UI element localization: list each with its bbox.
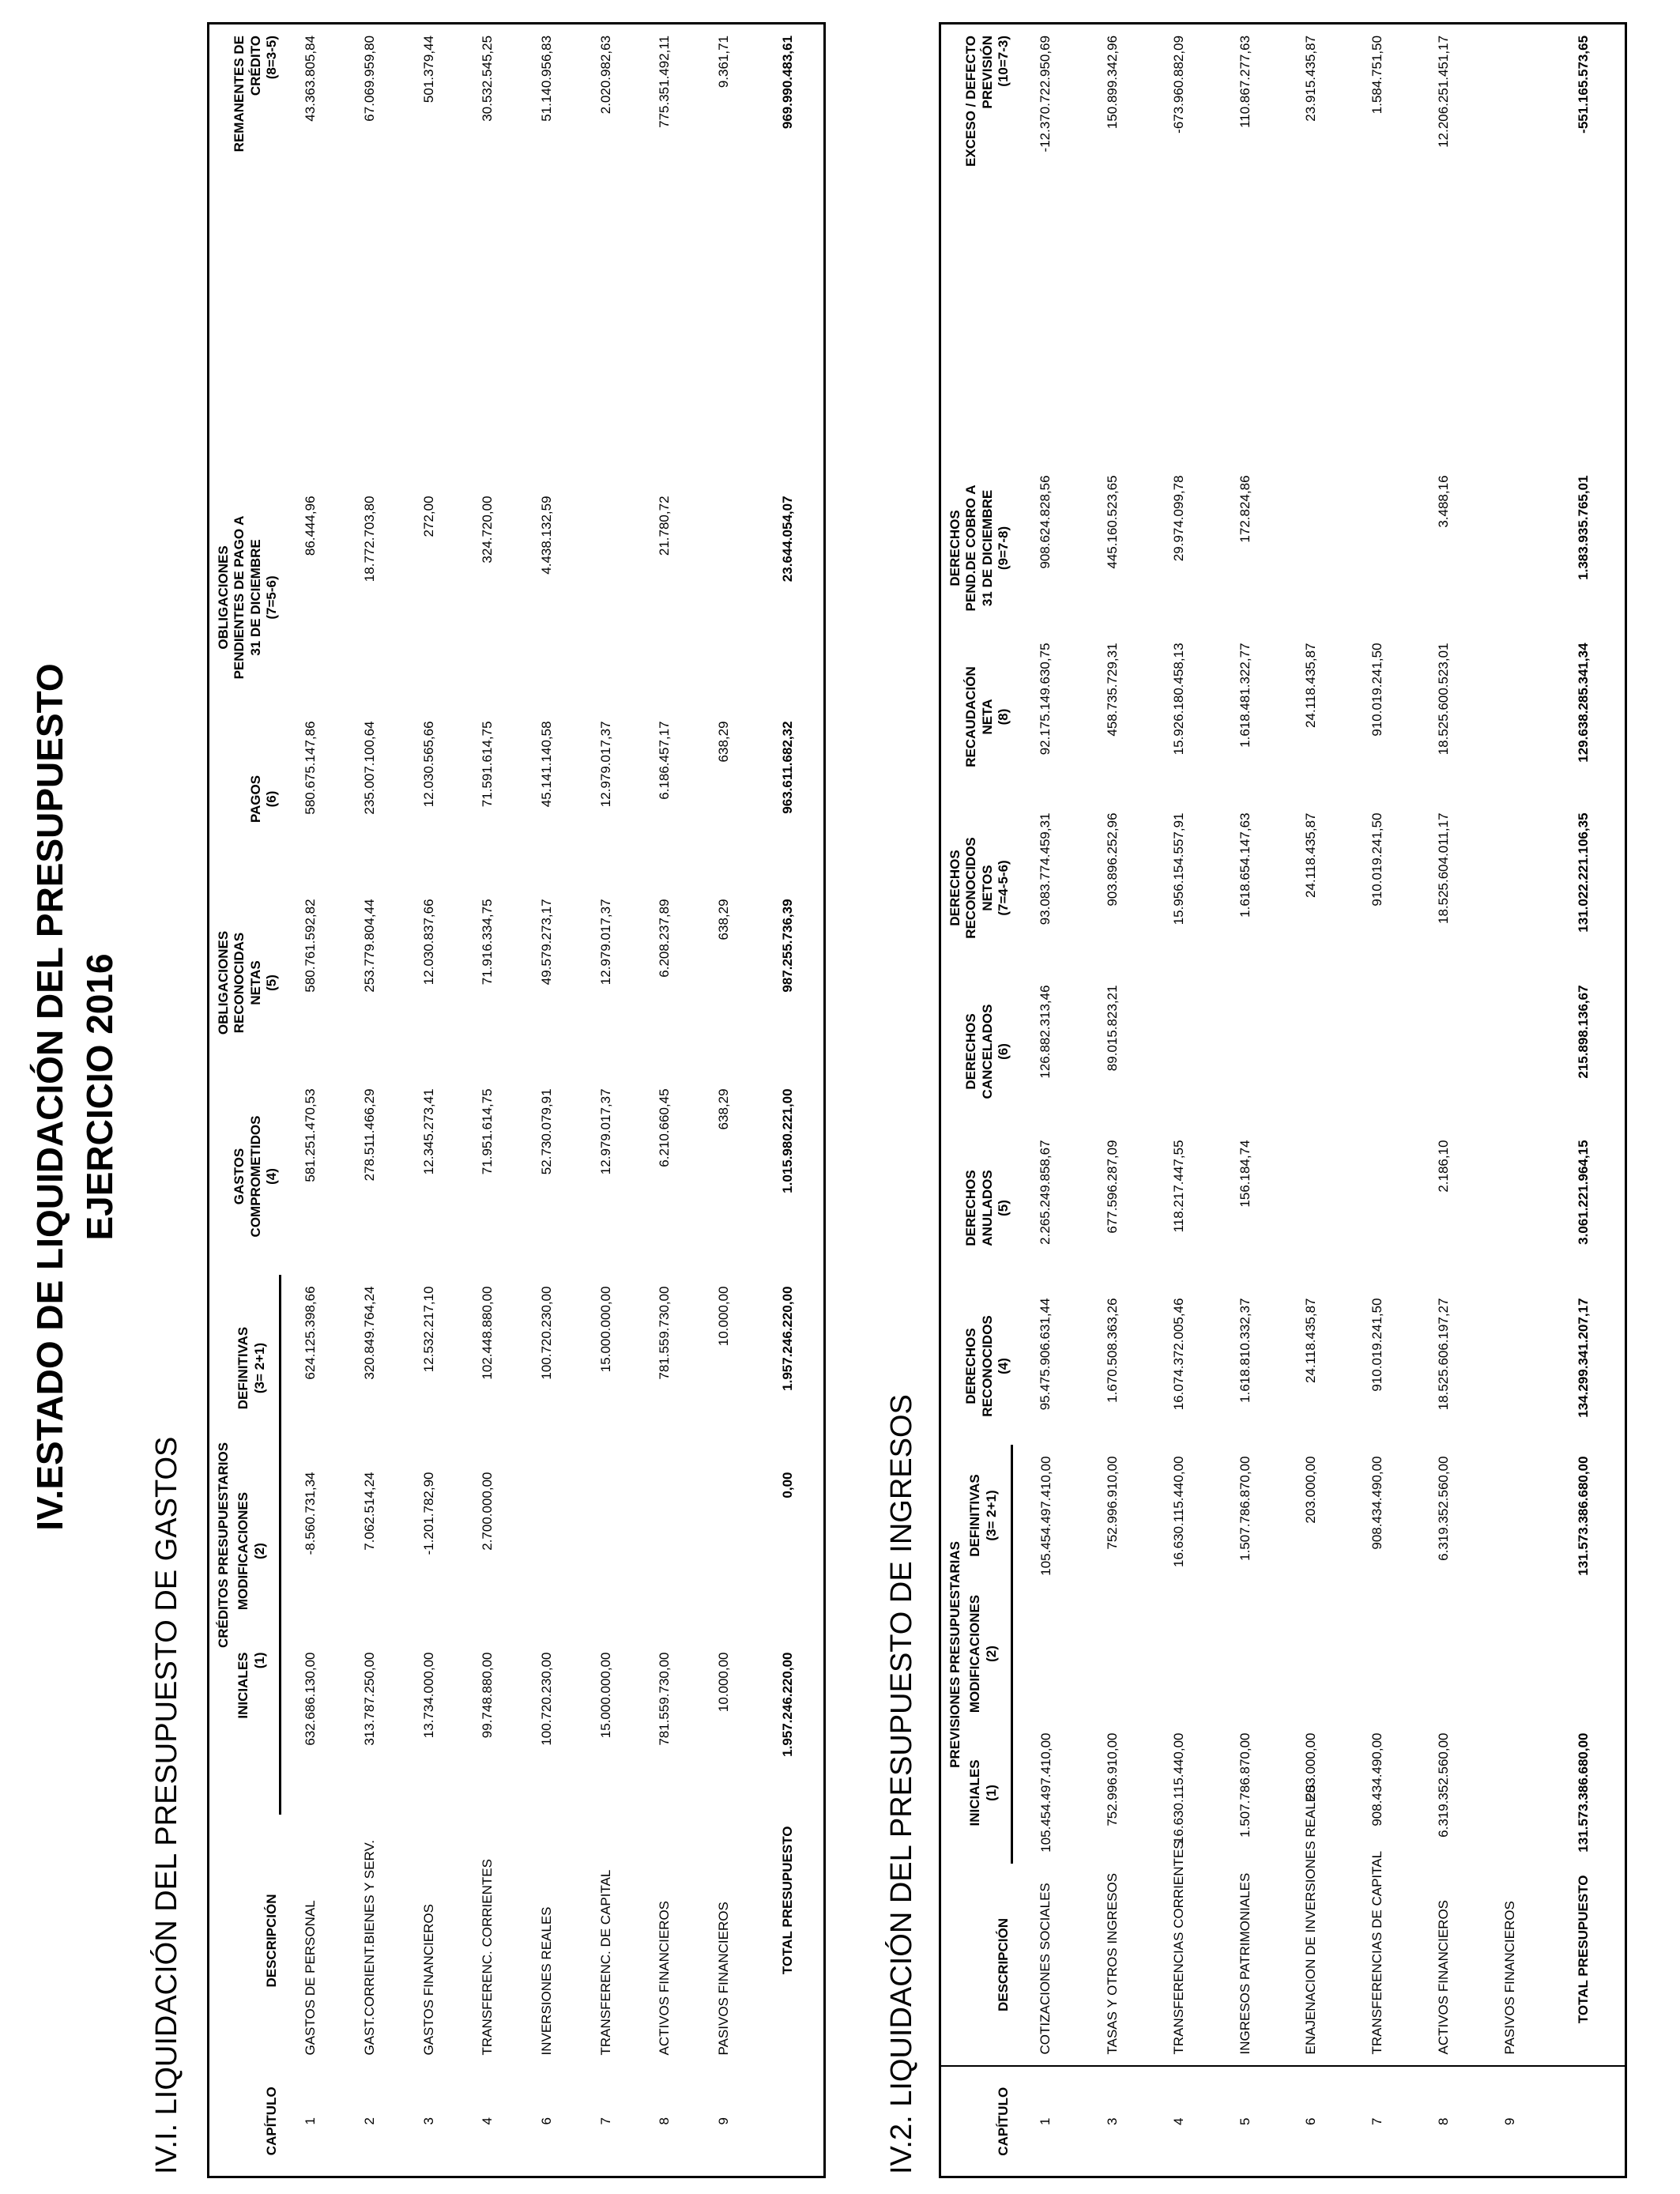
value-cell-mod [1477,1586,1543,1722]
capitulo-cell: 8 [1411,2067,1477,2177]
descripcion-cell: COTIZACIONES SOCIALES [1038,1883,1053,2055]
value-cell-obl: 12.030.837,66 [420,899,436,986]
value-cell-obl: 253.779.804,44 [362,899,378,993]
value-cell-obl: 12.979.017,37 [597,899,613,986]
header-cancelados: DERECHOS CANCELADOS (6) [963,1004,1011,1099]
total-cell-ini: 131.573.386.680,00 [1576,1732,1591,1853]
header-iniciales: INICIALES (1) [232,1642,281,1815]
value-cell-obl: 580.761.592,82 [302,899,318,993]
table-row [1212,23,1279,2177]
value-cell-ini: 16.630.115.440,00 [1170,1732,1186,1845]
value-cell-def: 12.532.217,10 [420,1286,436,1373]
value-cell-comp: 12.345.273,41 [420,1088,436,1175]
descripcion-cell: ENAJENACION DE INVERSIONES REALES [1303,1784,1319,2055]
header-anulados: DERECHOS ANULADOS (5) [963,1170,1011,1246]
descripcion-cell: ACTIVOS FINANCIEROS [1435,1899,1451,2055]
value-cell-can [1278,974,1344,1129]
value-cell-comp: 71.951.614,75 [480,1088,495,1175]
value-cell-anu: 2.186,10 [1435,1140,1451,1193]
value-cell-rcd: 1.618.481.322,77 [1237,643,1252,748]
total-cell-pend: 1.383.935.765,01 [1576,475,1591,580]
value-cell-net: 910.019.241,50 [1369,812,1385,907]
value-cell-mod [1344,1586,1411,1722]
value-cell-net: 24.118.435,87 [1303,812,1319,898]
capitulo-cell: 2 [362,2117,378,2125]
table-row [1146,23,1212,2177]
value-cell-pend [1344,464,1411,631]
value-cell-mod [635,1461,695,1642]
value-cell-pend [576,484,635,710]
total-cell-can: 215.898.136,67 [1576,985,1591,1079]
value-cell-ini: 781.559.730,00 [657,1652,672,1746]
value-cell-rec [1477,1287,1543,1445]
value-cell-ini: 105.454.497.410,00 [1038,1732,1054,1853]
value-cell-rcd: 18.525.600.523,01 [1435,643,1451,756]
table-row [1477,23,1543,2177]
value-cell-ini [1477,1722,1543,1864]
value-cell-rec: 1.670.508.363,26 [1105,1298,1121,1403]
table-row [458,23,518,2177]
header-previsiones-group: PREVISIONES PRESUPUESTARIAS [947,1541,963,1768]
descripcion-cell: TRANSFERENCIAS CORRIENTES [1170,1840,1186,2055]
value-cell-def: 105.454.497.410,00 [1038,1456,1054,1576]
value-cell-rcd: 24.118.435,87 [1303,643,1319,728]
descripcion-cell: PASIVOS FINANCIEROS [715,1902,731,2056]
value-cell-exc: 150.899.342,96 [1105,35,1121,130]
header-netos: DERECHOS RECONOCIDOS NETOS (7=4-5-6) [947,837,1011,939]
capitulo-cell: 5 [1212,2067,1279,2177]
value-cell-obl: 49.579.273,17 [538,899,554,986]
value-cell-mod [694,1461,753,1642]
value-cell-mod: -1.201.782,90 [420,1472,436,1555]
header-comprometidos: GASTOS COMPROMETIDOS (4) [232,1115,280,1238]
value-cell-rec: 18.525.606.197,27 [1435,1298,1451,1411]
value-cell-pag: 235.007.100,64 [362,721,378,815]
page-subtitle: EJERCICIO 2016 [79,953,120,1241]
value-cell-pend: 3.488,16 [1435,475,1451,528]
value-cell-anu [1344,1129,1411,1287]
header-definitivas: DEFINITIVAS (3= 2+1) [232,1275,281,1461]
descripcion-cell: TRANSFERENCIAS DE CAPITAL [1369,1850,1385,2055]
value-cell-ini: 1.507.786.870,00 [1237,1732,1252,1838]
header-pendientes: OBLIGACIONES PENDIENTES DE PAGO A 31 DE DICIEMBRE (7=5-6) [216,515,280,680]
total-cell-pend: 23.644.054,07 [780,496,796,582]
value-cell-can [1477,974,1543,1129]
value-cell-net: 15.956.154.557,91 [1170,812,1186,925]
value-cell-rem: 67.069.959,80 [362,35,378,122]
value-cell-comp: 12.979.017,37 [597,1088,613,1175]
value-cell-def: 6.319.352.560,00 [1435,1456,1451,1561]
total-cell-comp: 1.015.980.221,00 [780,1088,796,1193]
capitulo-cell: 9 [715,2117,731,2125]
total-cell-anu: 3.061.221.964,15 [1576,1140,1591,1245]
total-capitulo-blank [1543,2067,1626,2177]
value-cell-exc [1477,23,1543,464]
value-cell-anu: 156.184,74 [1237,1140,1252,1208]
value-cell-def: 102.448.880,00 [480,1286,495,1380]
value-cell-mod [1146,1586,1212,1722]
value-cell-def: 1.507.786.870,00 [1237,1456,1252,1561]
value-cell-ini: 15.000.000,00 [597,1652,613,1739]
value-cell-rem: 51.140.956,83 [538,35,554,122]
value-cell-comp: 638,29 [715,1088,731,1130]
value-cell-obl: 71.916.334,75 [480,899,495,986]
total-cell-net: 131.022.221.106,35 [1576,812,1591,933]
total-row [1543,23,1626,2177]
value-cell-net: 18.525.604.011,17 [1435,812,1451,925]
value-cell-ini: 99.748.880,00 [480,1652,495,1739]
descripcion-cell: GASTOS DE PERSONAL [302,1900,318,2056]
value-cell-rcd: 458.735.729,31 [1105,643,1121,737]
value-cell-pag: 12.030.565,66 [420,721,436,808]
descripcion-cell: TRANSFERENC. CORRIENTES [480,1859,495,2056]
value-cell-mod [1012,1586,1080,1722]
table-row [341,23,400,2177]
value-cell-ini: 203.000,00 [1303,1732,1319,1800]
capitulo-cell: 1 [302,2117,318,2125]
value-cell-def: 908.434.490,00 [1369,1456,1385,1550]
header-capitulo: CAPÍTULO [264,2087,280,2156]
descripcion-cell: INVERSIONES REALES [538,1906,554,2056]
value-cell-net [1477,801,1543,974]
value-cell-def: 15.000.000,00 [597,1286,613,1373]
ingresos-body [1012,23,1626,2177]
total-cell-rem: 969.990.483,61 [780,35,796,130]
value-cell-rec: 24.118.435,87 [1303,1298,1319,1383]
value-cell-rec: 1.618.810.332,37 [1237,1298,1252,1403]
value-cell-ini: 6.319.352.560,00 [1435,1732,1451,1838]
table-row [281,23,341,2177]
header-pagos: PAGOS (6) [247,775,280,824]
table-row [635,23,695,2177]
value-cell-def: 203.000,00 [1303,1456,1319,1524]
value-cell-rec: 95.475.906.631,44 [1038,1298,1053,1411]
value-cell-ini: 752.996.910,00 [1105,1732,1121,1826]
descripcion-cell: ACTIVOS FINANCIEROS [657,1900,672,2056]
value-cell-def: 10.000,00 [715,1286,731,1347]
value-cell-comp: 52.730.079,91 [538,1088,554,1175]
value-cell-can: 126.882.313,46 [1038,985,1053,1079]
header-recaudacion: RECAUDACIÓN NETA (8) [963,666,1011,767]
header-iniciales-ing: INICIALES (1) [964,1722,1012,1864]
value-cell-rem: 43.363.805,84 [302,35,318,122]
header-reconocidos: DERECHOS RECONOCIDOS (4) [963,1315,1011,1417]
header-exceso: EXCESO / DEFECTO PREVISIÓN (10=7-3) [963,35,1011,167]
value-cell-comp: 581.251.470,53 [302,1088,318,1182]
descripcion-cell: GAST.CORRIENT.BIENES Y SERV. [362,1840,378,2056]
value-cell-comp: 278.511.466,29 [362,1088,378,1182]
ingresos-table [939,22,1627,2178]
value-cell-rem: 30.532.545,25 [480,35,495,122]
header-remanentes: REMANENTES DE CRÉDITO (8=3-5) [232,35,280,153]
header-modificaciones: MODIFICACIONES (2) [232,1461,281,1642]
header-creditos-group: CRÉDITOS PRESUPUESTARIOS [216,1442,232,1649]
value-cell-pend: 4.438.132,59 [538,496,554,575]
value-cell-exc: 110.867.277,63 [1237,35,1252,128]
value-cell-pag: 71.591.614,75 [480,721,495,808]
value-cell-mod: 7.062.514,24 [362,1472,378,1551]
value-cell-rem: 9.361,71 [715,35,731,89]
value-cell-mod [1278,1586,1344,1722]
value-cell-can: 89.015.823,21 [1105,985,1121,1072]
value-cell-pend: 272,00 [420,496,436,537]
value-cell-mod [518,1461,577,1642]
value-cell-can [1212,974,1279,1129]
value-cell-rem: 775.351.492,11 [657,35,672,128]
total-cell-def: 1.957.246.220,00 [780,1286,796,1391]
total-cell-mod [1543,1586,1626,1722]
value-cell-anu: 118.217.447,55 [1170,1140,1186,1233]
total-cell-obl: 987.255.736,39 [780,899,796,993]
value-cell-def: 16.630.115.440,00 [1170,1456,1186,1568]
capitulo-cell: 3 [1079,2067,1146,2177]
total-cell-pag: 963.611.682,32 [780,721,796,814]
table-row [1278,23,1344,2177]
value-cell-rec: 16.074.372.005,46 [1170,1298,1186,1411]
total-cell-exc: -551.165.573,65 [1576,35,1591,134]
value-cell-rcd: 15.926.180.458,13 [1170,643,1186,756]
value-cell-pend: 324.720,00 [480,496,495,564]
value-cell-pag: 12.979.017,37 [597,721,613,808]
value-cell-pag: 580.675.147,86 [302,721,318,815]
capitulo-cell: 1 [1012,2067,1080,2177]
header-capitulo-ing: CAPÍTULO [940,2067,1012,2177]
header-obligaciones: OBLIGACIONES RECONOCIDAS NETAS (5) [216,930,280,1035]
value-cell-pend: 29.974.099,78 [1170,475,1186,562]
value-cell-pend [694,484,753,710]
header-descripcion-ing: DESCRIPCIÓN [996,1917,1011,2012]
value-cell-ini: 100.720.230,00 [538,1652,554,1746]
page-title: IV.ESTADO DE LIQUIDACIÓN DEL PRESUPUESTO [29,663,70,1531]
gastos-body [281,23,825,2177]
value-cell-net: 903.896.252,96 [1105,812,1121,907]
total-label: TOTAL PRESUPUESTO [1576,1875,1591,2024]
total-cell-rec: 134.299.341.207,17 [1576,1298,1591,1418]
value-cell-def [1477,1445,1543,1585]
value-cell-anu: 677.596.287,09 [1105,1140,1121,1234]
capitulo-cell: 6 [538,2117,554,2125]
total-label: TOTAL PRESUPUESTO [780,1826,796,1975]
descripcion-cell: TASAS Y OTROS INGRESOS [1105,1872,1121,2055]
value-cell-mod [576,1461,635,1642]
value-cell-mod [1411,1586,1477,1722]
capitulo-cell: 4 [480,2117,495,2125]
value-cell-pend: 21.780,72 [657,496,672,556]
value-cell-pag: 45.141.140,58 [538,721,554,808]
value-cell-net: 93.083.774.459,31 [1038,812,1053,925]
value-cell-obl: 638,29 [715,899,731,941]
descripcion-cell: TRANSFERENC. DE CAPITAL [597,1869,613,2056]
value-cell-anu [1278,1129,1344,1287]
capitulo-cell: 3 [420,2117,436,2125]
value-cell-pend: 172.824,86 [1237,475,1252,543]
table-row [1012,23,1080,2177]
ingresos-section-title: IV.2. LIQUIDACIÓN DEL PRESUPUESTO DE INGRESOS [885,1394,918,2174]
gastos-table [207,22,826,2178]
table-row [1344,23,1411,2177]
value-cell-rcd [1477,631,1543,801]
table-row [518,23,577,2177]
value-cell-pend [1278,464,1344,631]
capitulo-cell: 8 [657,2117,672,2125]
total-cell-mod: 0,00 [780,1472,796,1498]
gastos-section-title: IV.I. LIQUIDACIÓN DEL PRESUPUESTO DE GASTOS [150,1436,183,2174]
value-cell-exc: 12.206.251.451,17 [1435,35,1451,148]
value-cell-def: 320.849.764,24 [362,1286,378,1380]
value-cell-net: 1.618.654.147,63 [1237,812,1252,918]
value-cell-mod [1079,1586,1146,1722]
value-cell-exc: 1.584.751,50 [1369,35,1385,115]
header-pendientes-cobro: DERECHOS PEND.DE COBRO A 31 DE DICIEMBRE (9=7-8) [947,484,1011,612]
value-cell-exc: -12.370.722.950,69 [1038,35,1053,153]
value-cell-pend: 18.772.703,80 [362,496,378,582]
value-cell-ini: 313.787.250,00 [362,1652,378,1746]
value-cell-pend: 908.624.828,56 [1038,475,1053,569]
total-cell-ini: 1.957.246.220,00 [780,1652,796,1757]
table-row [576,23,635,2177]
value-cell-exc: 23.915.435,87 [1303,35,1319,122]
total-row [753,23,824,2177]
value-cell-rcd: 910.019.241,50 [1369,643,1385,737]
table-row [399,23,458,2177]
value-cell-comp: 6.210.660,45 [657,1088,672,1167]
value-cell-pag: 638,29 [715,721,731,763]
descripcion-cell: INGRESOS PATRIMONIALES [1237,1872,1252,2055]
value-cell-pag: 6.186.457,17 [657,721,672,800]
total-cell-rcd: 129.638.285.341,34 [1576,643,1591,763]
capitulo-cell: 6 [1278,2067,1344,2177]
value-cell-ini: 13.734.000,00 [420,1652,436,1739]
value-cell-rcd: 92.175.149.630,75 [1038,643,1053,756]
value-cell-mod: 2.700.000,00 [480,1472,495,1551]
value-cell-pend: 86.444,96 [302,496,318,556]
capitulo-cell: 7 [597,2117,613,2125]
capitulo-cell: 7 [1344,2067,1411,2177]
descripcion-cell: GASTOS FINANCIEROS [420,1904,436,2056]
value-cell-can [1146,974,1212,1129]
table-row [694,23,753,2177]
header-descripcion: DESCRIPCIÓN [264,1894,280,1988]
value-cell-def: 624.125.398,66 [303,1286,318,1380]
total-cell-def: 131.573.386.680,00 [1576,1456,1591,1576]
header-definitivas-ing: DEFINITIVAS (3= 2+1) [964,1445,1012,1585]
value-cell-ini: 908.434.490,00 [1369,1732,1385,1826]
value-cell-mod: -8.560.731,34 [303,1472,318,1555]
value-cell-mod [1212,1586,1279,1722]
value-cell-pend: 445.160.523,65 [1105,475,1121,569]
value-cell-ini: 10.000,00 [715,1652,731,1713]
value-cell-def: 100.720.230,00 [538,1286,554,1380]
header-modificaciones-ing: MODIFICACIONES (2) [964,1586,1012,1722]
value-cell-pend [1477,464,1543,631]
capitulo-cell: 9 [1477,2067,1543,2177]
value-cell-anu [1477,1129,1543,1287]
value-cell-obl: 6.208.237,89 [657,899,672,978]
value-cell-rec: 910.019.241,50 [1369,1298,1385,1392]
value-cell-def: 752.996.910,00 [1105,1456,1121,1550]
value-cell-can [1344,974,1411,1129]
table-row [1079,23,1146,2177]
value-cell-def: 781.559.730,00 [657,1286,672,1380]
value-cell-rem: 501.379,44 [420,35,436,104]
value-cell-anu: 2.265.249.858,67 [1038,1140,1053,1245]
capitulo-cell: 4 [1146,2067,1212,2177]
value-cell-ini: 632.686.130,00 [303,1652,318,1746]
descripcion-cell: PASIVOS FINANCIEROS [1501,1901,1517,2055]
value-cell-rem: 2.020.982,63 [597,35,613,115]
value-cell-exc: -673.960.882,09 [1170,35,1186,134]
value-cell-can [1411,974,1477,1129]
table-row [1411,23,1477,2177]
